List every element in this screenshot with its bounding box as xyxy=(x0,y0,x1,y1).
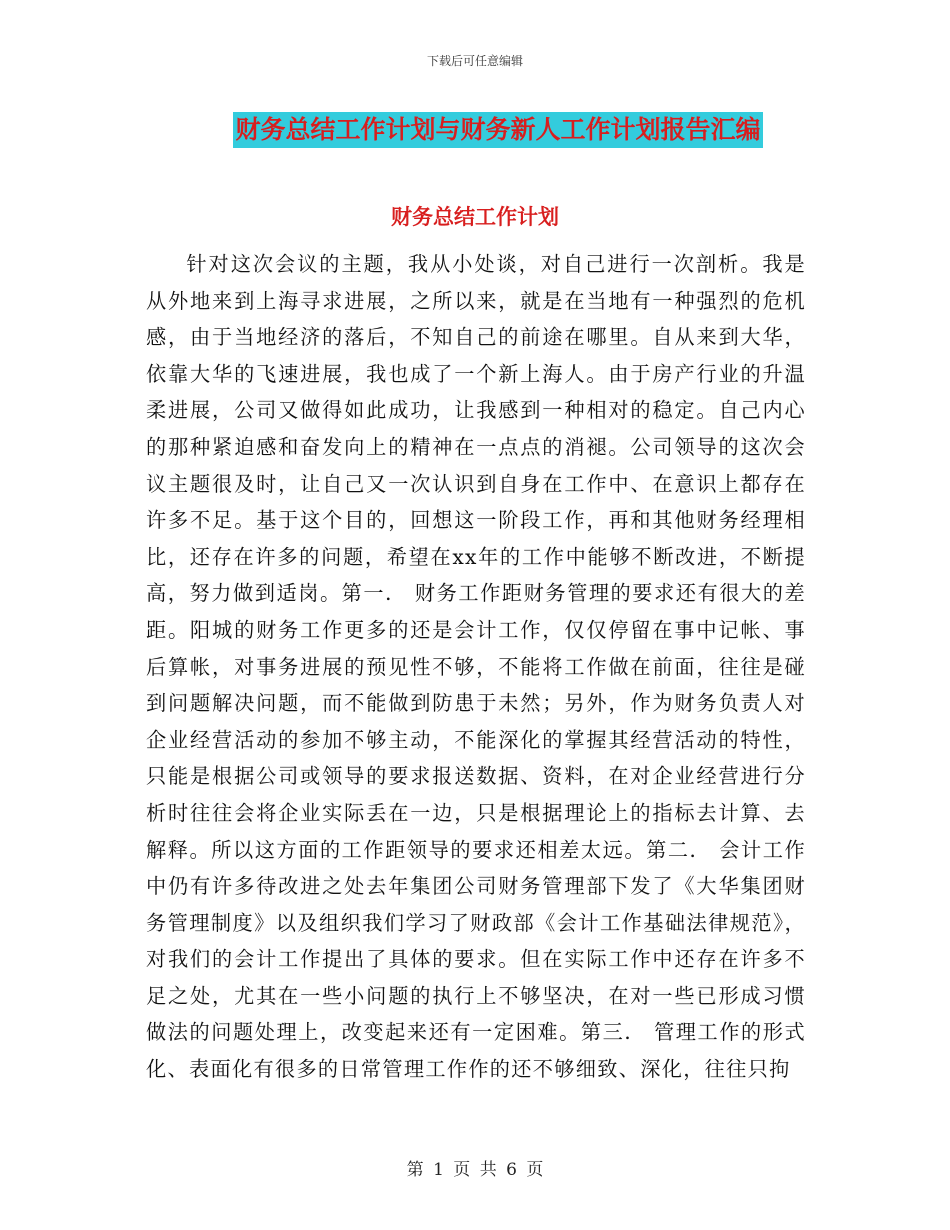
section-heading: 财务总结工作计划 xyxy=(391,205,559,229)
document-title-block xyxy=(0,112,950,148)
document-title: 财务总结工作计划与财务新人工作计划报告汇编 xyxy=(233,112,762,148)
page-header-note: 下载后可任意编辑 xyxy=(426,54,523,68)
page-footer: 第 1 页 共 6 页 xyxy=(406,1160,544,1180)
body-paragraph: 针对这次会议的主题，我从小处谈，对自己进行一次剖析。我是从外地来到上海寻求进展，之所以来，就是在当地有一种强烈的危机感，由于当地经济的落后，不知自己的前途在哪里。自从来到大华，依靠大华的飞速进展，我也成了一个新上海人。由于房产行业的升温柔进展，公司又做得如此成功，让我感到一种相对的稳定。自己内心的那种紧迫感和奋发向上的精神在一点点的消褪。公司领导的这次会议主题很及时，让自己又一次认识到自身在工作中、在意识上都存在许多不足。基于这个目的，回想这一阶段工作，再和其他财务经理相比，还存在许多的问题，希望在xx年的工作中能够不断改进，不断提高，努力做到适岗。第一． 财务工作距财务管理的要求还有很大的差距。阳城的财务工作更多的还是会计工作，仅仅停留在事中记帐、事后算帐，对事务进展的预见性不够，不能将工作做在前面，往往是碰到问题解决问题，而不能做到防患于未然；另外，作为财务负责人对企业经营活动的参加不够主动，不能深化的掌握其经营活动的特性，只能是根据公司或领导的要求报送数据、资料，在对企业经营进行分析时往往会将企业实际丢在一边，只是根据理论上的指标去计算、去解释。所以这方面的工作距领导的要求还相差太远。第二． 会计工作中仍有许多待改进之处去年集团公司财务管理部下发了《大华集团财务管理制度》以及组织我们学习了财政部《会计工作基础法律规范》，对我们的会计工作提出了具体的要求。但在实际工作中还存在许多不足之处，尤其在一些小问题的执行上不够坚决，在对一些已形成习惯做法的问题处理上，改变起来还有一定困难。第三． 管理工作的形式化、表面化有很多的日常管理工作作的还不够细致、深化，往往只拘 xyxy=(146,252,806,1082)
